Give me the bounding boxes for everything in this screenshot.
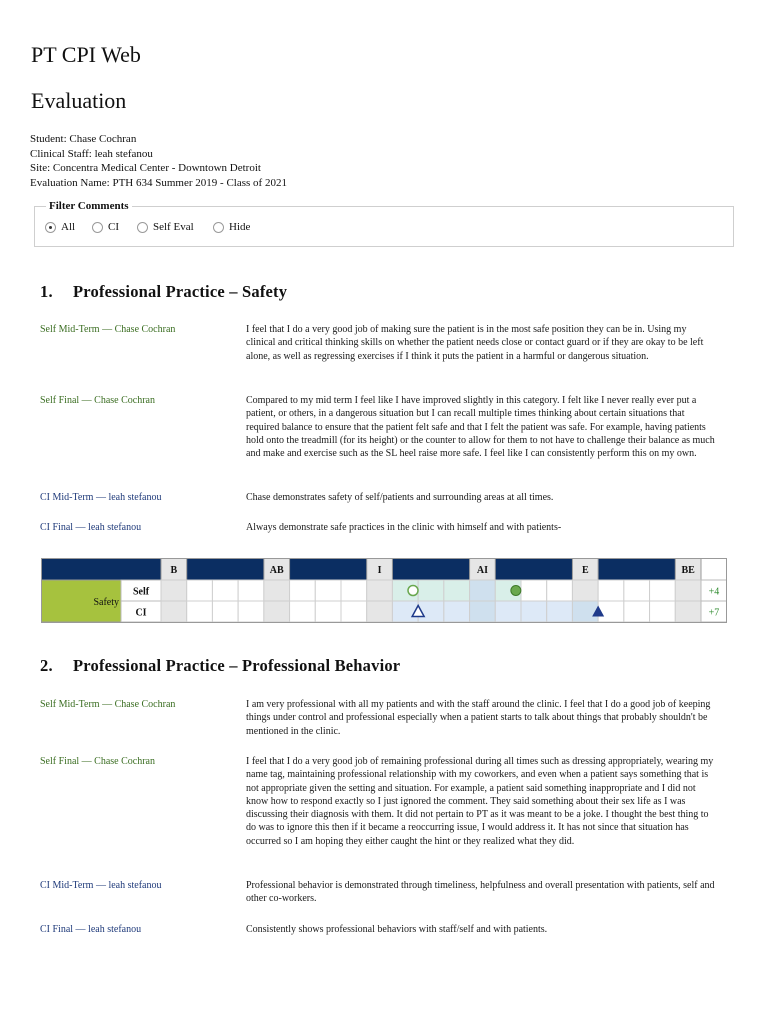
rating-level-label: B [170,565,178,576]
clinical-staff: Clinical Staff: leah stefanou [30,147,153,160]
rating-cell [238,580,264,601]
rating-cell [290,601,316,622]
rating-cell [367,580,393,601]
rating-cell [675,580,701,601]
filter-option-label: All [61,221,76,233]
comment-text: I feel that I do a very good job of making sure the patient is in the most safe position they can be in. Using my clinical and critical thinking skills on whether the patient needs close or contact guard or if they are okay to be left alone, as well as regressing exercises if I think it puts the patient in a harmful or dangerous situation. [246,324,704,362]
filter-comments [34,200,734,247]
comment-label: Self Mid-Term — Chase Cochran [40,699,176,710]
comment-label: CI Mid-Term — leah stefanou [40,492,162,503]
rating-cell [572,580,598,601]
rating-level-label: AI [476,565,488,576]
rating-cell [187,601,213,622]
comment-text: I feel that I do a very good job of remaining professional during all times such as dressing appropriately, wearing my name tag, maintaining professional relationship with my coworkers, and even when a patient says something that is not appropriate given the setting and situation. For example, a patient said something inappropriate and I did not know how to respond exactly so I just ignored the comment. They said something about their sex life as I was discussing their diagnosis with them. It did not pertain to PT as it was meant to be a joke. I thought the best thing to do was to ignore this then if it became a reoccurring issue, I would address it. It has not since that situation has occurred so I am hoping they either caught the hint or they realized what they did. [246,756,714,847]
comment-label: Self Final — Chase Cochran [40,395,155,406]
filter-option-label: Self Eval [153,221,194,233]
rating-cell [624,580,650,601]
rating-header-change-cell [701,558,727,580]
rating-level-label: AB [269,565,284,576]
radio-icon[interactable] [92,222,103,233]
rating-level-label: I [377,565,382,576]
rating-change-value: +7 [708,607,720,619]
comment-text: Always demonstrate safe practices in the clinic with himself and with patients- [246,522,562,533]
filter-option-label: Hide [229,221,251,233]
rating-cell [650,601,676,622]
rating-cell [521,580,547,601]
comment-label: CI Final — leah stefanou [40,924,142,935]
rating-cell [290,580,316,601]
rating-cell [547,601,573,622]
rating-cell [470,580,496,601]
rating-cell [572,601,598,622]
rating-cell [212,580,238,601]
filter-option-hide[interactable] [213,221,250,233]
comment-text: I am very professional with all my patients and with the staff around the clinic. I feel that I do a good job of keeping things under control and professional especially when a patient starts to talk about things that probably shouldn't be mentioned in the clinic. [246,699,711,737]
rating-cell [264,601,290,622]
midterm-self-marker [408,586,418,596]
rating-cell [650,580,676,601]
rating-cell [444,580,470,601]
section-title-text: Professional Practice – Professional Behavior [73,656,401,675]
rating-cell [367,601,393,622]
filter-legend: Filter Comments [46,200,132,213]
comment-text: Chase demonstrates safety of self/patients and surrounding areas at all times. [246,492,554,503]
rating-cell [444,601,470,622]
comment-label: Self Mid-Term — Chase Cochran [40,324,176,335]
rating-cell [264,580,290,601]
filter-option-self-eval[interactable] [137,221,194,233]
rating-cell [624,601,650,622]
rating-cell [495,601,521,622]
filter-option-all[interactable] [45,221,75,233]
rating-cell [187,580,213,601]
comment-label: CI Final — leah stefanou [40,522,142,533]
final-self-marker [511,586,521,596]
radio-icon[interactable] [137,222,148,233]
rating-cell [547,580,573,601]
section-number: 2. [40,656,53,675]
page-title: PT CPI Web [31,42,141,67]
safety-rating-scale [41,558,727,623]
rating-cell [315,601,341,622]
rating-cell [470,601,496,622]
comment-text: Consistently shows professional behaviors with staff/self and with patients. [246,924,548,935]
student-name: Student: Chase Cochran [30,133,137,145]
rating-level-label: E [581,565,589,576]
rating-level-label: BE [681,565,695,576]
rating-change-value: +4 [708,586,720,598]
rating-cell [675,601,701,622]
rating-cell [315,580,341,601]
rating-cell [212,601,238,622]
rating-cell [598,580,624,601]
comment-text: Professional behavior is demonstrated through timeliness, helpfulness and overall presentation with patients, self and other co-workers. [246,880,715,905]
rating-cell [521,601,547,622]
rating-cell [598,601,624,622]
filter-option-label: CI [108,221,119,233]
rating-cell [341,580,367,601]
rating-category-label: Safety [93,597,119,608]
section-title-professional-behavior [40,658,400,675]
rating-cell [238,601,264,622]
section-number: 1. [40,282,53,301]
rating-row-label: CI [135,607,147,619]
rating-cell [161,580,187,601]
rating-cell [418,580,444,601]
rating-cell [341,601,367,622]
comment-label: CI Mid-Term — leah stefanou [40,880,162,891]
site-name: Site: Concentra Medical Center - Downtown Detroit [30,162,261,174]
radio-checked-icon[interactable] [45,222,56,233]
rating-scale-graphic [41,558,727,623]
radio-icon[interactable] [213,222,224,233]
page-subtitle: Evaluation [31,88,127,113]
section-title-safety [40,284,287,301]
comment-label: Self Final — Chase Cochran [40,756,155,767]
filter-option-ci[interactable] [92,221,119,233]
section-title-text: Professional Practice – Safety [73,282,288,301]
comment-text: Compared to my mid term I feel like I have improved slightly in this category. I felt like I never really ever put a patient, or others, in a dangerous situation but I can recall multiple times thinking about certain situations that required balance to ensure that the patient felt safe and that I felt the patient was safe. For example, having patients hold onto the treadmill (for its height) or the counter to allow for them to not have to challenge their balance as much and make and exercise such as the SL heel raise more safe. I feel like I can consistently perform this on my own. [246,395,715,460]
rating-row-label: Self [132,586,150,598]
rating-cell [161,601,187,622]
evaluation-meta [30,132,287,190]
evaluation-name: Evaluation Name: PTH 634 Summer 2019 - Class of 2021 [30,176,287,189]
